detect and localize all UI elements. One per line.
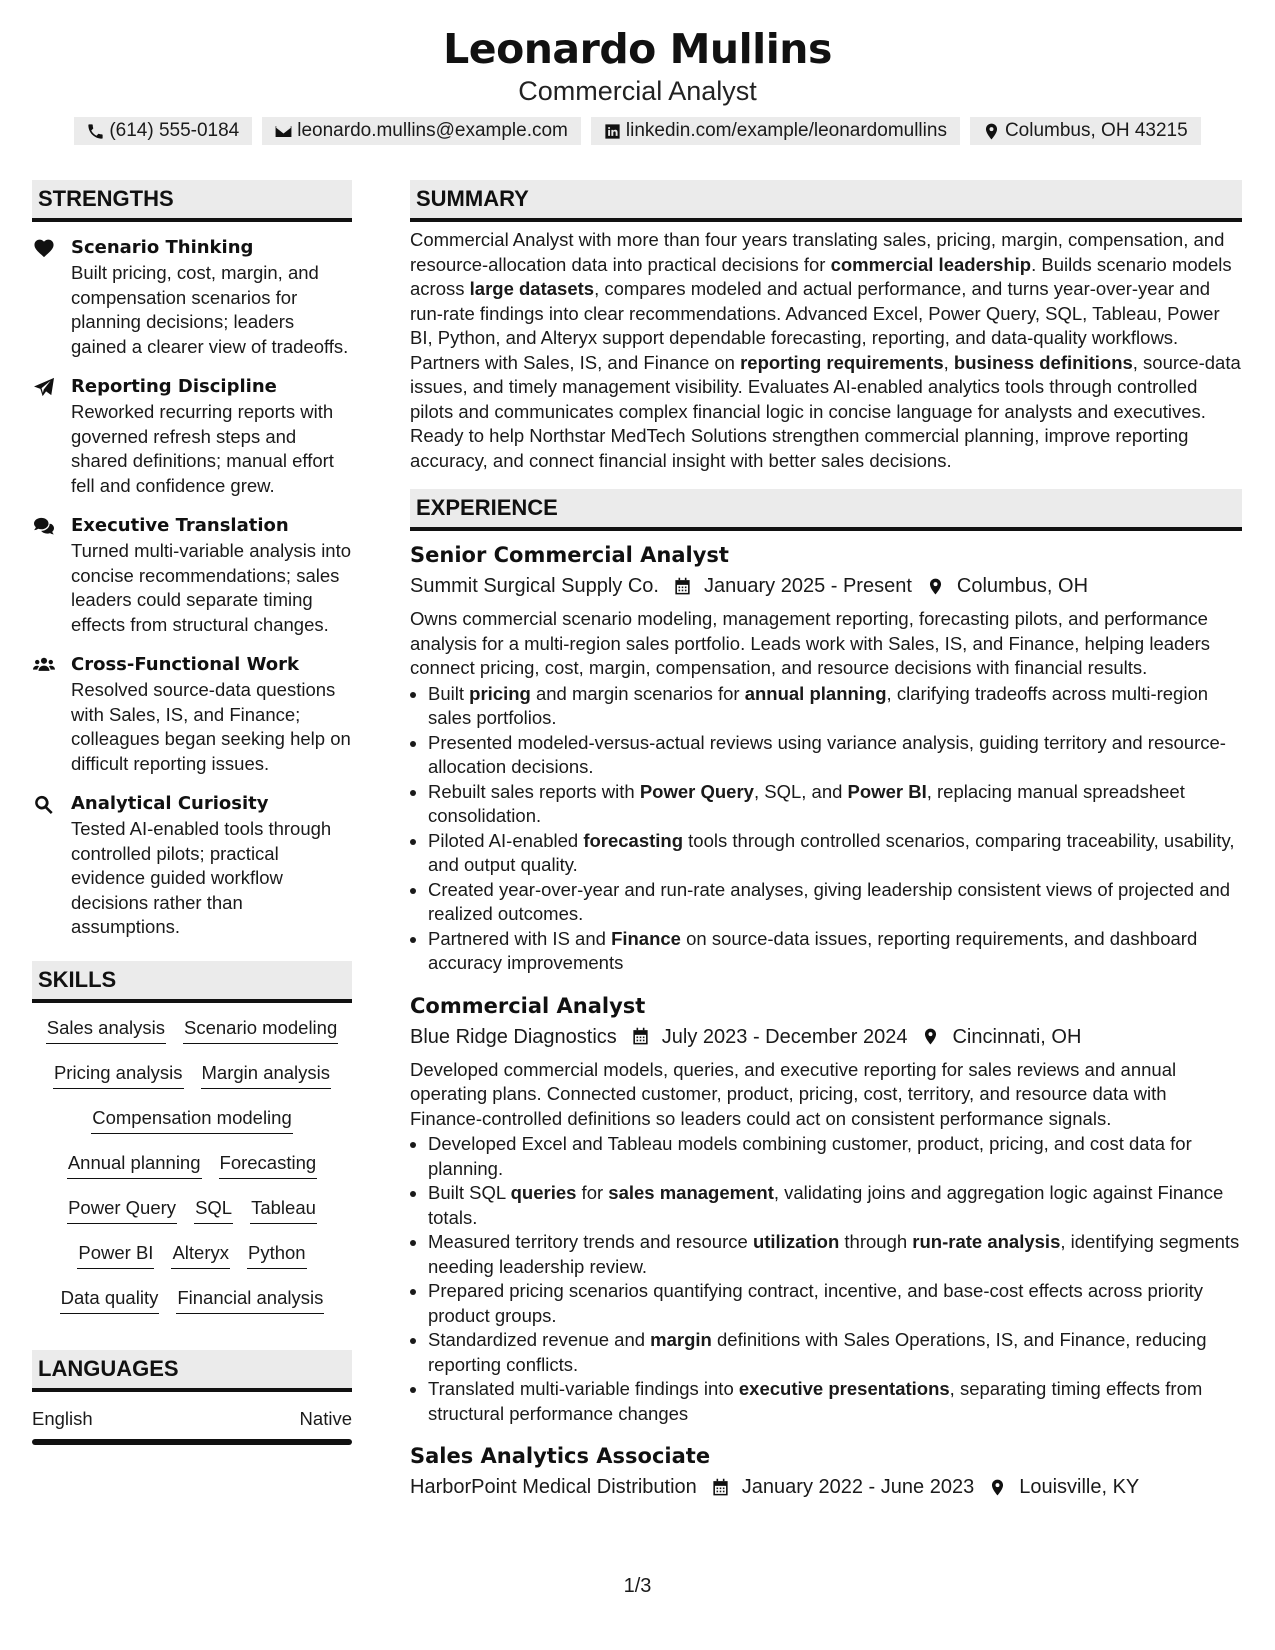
skill-tag: Pricing analysis [53,1060,184,1089]
text-segment: Rebuilt sales reports with [428,780,640,802]
strength-item [32,514,352,637]
languages-heading: LANGUAGES [32,1350,352,1392]
strengths-heading: STRENGTHS [32,180,352,222]
emphasis-text: margin [650,1329,712,1350]
emphasis-text: queries [510,1182,577,1203]
job-bullet [428,682,1242,731]
search-icon [33,794,55,814]
job-title: Commercial Analyst [410,993,646,1018]
users-icon [33,655,55,675]
text-segment: Developed Excel and Tableau models combining customer, product, pricing, and cost data for planning. [428,1133,1192,1179]
emphasis-text: commercial leadership [830,253,1032,275]
strength-desc: Turned multi-variable analysis into concise recommendations; sales leaders could separate timing effects from structural changes. [71,540,352,635]
skill-row [32,1105,352,1150]
strength-desc: Tested AI-enabled tools through controlled pilots; practical evidence guided workflow decisions rather than assumptions. [71,818,332,937]
skills-heading: SKILLS [32,961,352,1003]
job-location: Cincinnati, OH [952,1025,1082,1048]
text-segment: Commercial Analyst with more than four years translating sales, pricing, margin, compensation, and resource-allocation data into practical decisions for [410,229,1225,275]
job-bullet [428,1328,1242,1377]
candidate-role: Commercial Analyst [518,76,757,106]
job-bullets [410,682,1242,976]
phone-icon [86,122,105,141]
paper-plane-icon [33,377,55,397]
skill-tag: Compensation modeling [91,1105,293,1134]
skill-tag: Alteryx [171,1240,230,1269]
summary-text [410,228,1242,473]
skill-tag: Data quality [60,1285,160,1314]
job-meta [410,1472,1242,1502]
text-segment: , [943,351,954,373]
text-segment: , source-data issues, and timely management visibility. Evaluates AI-enabled analytics tools through controlled pilots and communicates complex financial logic in concise language for analysts and executives. Ready to help Northstar MedTech Solutions strengthen commercial planning, improve reporting accuracy, and connect financial insight with better sales decisions. [410,351,1241,471]
left-column [32,180,352,1445]
emphasis-text: forecasting [583,829,684,851]
skill-tag: Scenario modeling [183,1015,338,1044]
calendar-icon [673,577,692,596]
skill-row [32,1240,352,1285]
text-segment: on source-data issues, reporting requirements, and dashboard accuracy improvements [428,927,1198,973]
job-bullet [428,780,1242,829]
language-proficiency-bar [32,1439,352,1445]
experience-list [410,539,1242,1502]
job-entry [410,990,1242,1427]
job-location: Columbus, OH [956,575,1089,597]
text-segment: , compares modeled and actual performance, and turns year-over-year and run-rate findings into clear recommendations. Advanced Excel, Power Query, SQL, Tableau, Power BI, Python, and Alteryx support dependable forecasting, reporting, and data-quality workflows. Partners with Sales, IS, and Finance on [410,278,1220,373]
text-segment: and margin scenarios for [530,682,745,704]
job-description: Owns commercial scenario modeling, management reporting, forecasting pilots, and performance analysis for a multi-region sales portfolio. Leads work with Sales, IS, and Finance, helping leaders connect pricing, cost, margin, compensation, and resource decisions with financial results. [410,608,1211,678]
job-dates: July 2023 - December 2024 [661,1025,908,1048]
skill-tag: Annual planning [67,1150,202,1179]
text-segment: tools through controlled scenarios, comparing traceability, usability, and output quality. [428,829,1235,875]
linkedin-icon [603,122,622,141]
emphasis-text: reporting requirements [740,351,944,373]
skill-tag: Sales analysis [46,1015,166,1044]
job-bullet [428,1181,1242,1230]
language-name: English [32,1407,93,1429]
skill-tag: Power BI [77,1240,154,1269]
text-segment: Created year-over-year and run-rate analyses, giving leadership consistent views of projected and realized outcomes. [428,878,1231,924]
page-number: 1/3 [623,1575,652,1597]
job-bullet [428,731,1242,780]
job-bullet [428,829,1242,878]
emphasis-text: run-rate analysis [912,1231,1061,1252]
job-bullet [428,1377,1242,1426]
map-pin-icon [982,122,1001,141]
job-location: Louisville, KY [1019,1476,1140,1498]
envelope-icon [274,122,293,141]
skill-tag: Python [247,1240,307,1269]
text-segment: through [839,1231,913,1252]
strength-title: Executive Translation [71,515,289,536]
strength-title: Cross-Functional Work [71,654,300,675]
contact-location [970,117,1201,145]
text-segment: Standardized revenue and [428,1329,651,1350]
job-bullet [428,927,1242,976]
strength-item [32,792,352,940]
text-segment: , replacing manual spreadsheet consolidation. [428,780,1185,826]
skill-row [32,1285,352,1330]
calendar-icon [711,1478,730,1497]
job-company: Blue Ridge Diagnostics [410,1025,617,1048]
skill-tag: SQL [194,1195,233,1224]
strength-title: Reporting Discipline [71,376,277,397]
heart-icon [33,238,55,258]
text-segment: Translated multi-variable findings into [428,1378,739,1399]
job-dates: January 2022 - June 2023 [741,1476,975,1498]
contact-linkedin[interactable] [591,117,960,145]
contact-email[interactable] [262,117,581,145]
text-segment: Partnered with IS and [428,927,612,949]
text-segment: , validating joins and aggregation logic against Finance totals. [428,1182,1224,1228]
strength-desc: Resolved source-data questions with Sales, IS, and Finance; colleagues began seeking help on difficult reporting issues. [71,679,351,774]
contact-bar [0,117,1275,145]
text-segment: , separating timing effects from structural performance changes [428,1378,1203,1424]
emphasis-text: pricing [469,682,531,704]
strength-desc: Built pricing, cost, margin, and compensation scenarios for planning decisions; leaders gained a clearer view of tradeoffs. [71,262,349,357]
experience-heading: EXPERIENCE [410,489,1242,531]
emphasis-text: utilization [752,1231,840,1252]
job-description: Developed commercial models, queries, and executive reporting for sales reviews and annual operating plans. Connected customer, product, pricing, cost, territory, and resource data with Finance-controlled definitions so leaders could act on consistent performance signals. [410,1058,1177,1129]
skill-tag: Margin analysis [201,1060,332,1089]
job-meta [410,1022,1242,1052]
job-title: Sales Analytics Associate [410,1444,711,1468]
emphasis-text: sales management [608,1182,774,1203]
text-segment: Built SQL [428,1182,511,1203]
skill-tag: Power Query [67,1195,177,1224]
job-bullet [428,878,1242,927]
emphasis-text: Power Query [639,780,754,802]
skill-row [32,1060,352,1105]
job-bullet [428,1279,1242,1328]
comments-icon [33,516,55,536]
skill-tag: Financial analysis [176,1285,324,1314]
map-pin-icon [926,577,945,596]
text-segment: Prepared pricing scenarios quantifying contract, incentive, and base-cost effects across priority product groups. [428,1280,1203,1326]
strength-item [32,653,352,776]
job-bullet [428,1230,1242,1279]
skill-row [32,1195,352,1240]
job-company: HarborPoint Medical Distribution [410,1476,697,1498]
job-bullet [428,1132,1242,1181]
contact-phone-text: (614) 555-0184 [109,120,240,141]
emphasis-text: business definitions [953,351,1133,373]
text-segment: Built [428,682,470,704]
emphasis-text: executive presentations [738,1378,950,1399]
emphasis-text: Finance [611,927,681,949]
emphasis-text: Power BI [847,780,927,802]
skill-tag: Tableau [250,1195,317,1224]
strength-title: Scenario Thinking [71,237,254,258]
job-entry [410,539,1242,976]
language-level: Native [299,1407,352,1429]
job-bullets [410,1132,1242,1426]
job-meta [410,571,1242,601]
skill-tag: Forecasting [219,1150,318,1179]
job-dates: January 2025 - Present [703,575,912,597]
right-column [410,180,1242,1502]
job-company: Summit Surgical Supply Co. [410,575,659,597]
text-segment: Piloted AI-enabled [428,829,584,851]
strength-item [32,375,352,498]
skill-row [32,1015,352,1060]
strength-item [32,236,352,359]
summary-heading: SUMMARY [410,180,1242,222]
contact-location-text: Columbus, OH 43215 [1004,120,1188,141]
emphasis-text: annual planning [744,682,887,704]
contact-phone[interactable] [74,117,252,145]
text-segment: . Builds scenario models across [410,253,1232,299]
map-pin-icon [988,1478,1007,1497]
skills-list [32,1003,352,1330]
job-entry [410,1440,1242,1502]
job-title: Senior Commercial Analyst [410,543,729,567]
map-pin-icon [921,1027,940,1046]
calendar-icon [631,1027,650,1046]
text-segment: definitions with Sales Operations, IS, and Finance, reducing reporting conflicts. [428,1329,1207,1375]
strengths-list [32,236,352,940]
strength-title: Analytical Curiosity [71,793,269,814]
candidate-name: Leonardo Mullins [443,25,832,73]
text-segment: for [576,1182,609,1203]
language-item [32,1406,352,1445]
emphasis-text: large datasets [469,278,595,299]
contact-linkedin-text: linkedin.com/example/leonardomullins [625,120,947,141]
text-segment: Presented modeled-versus-actual reviews using variance analysis, guiding territory and resource-allocation decisions. [428,731,1226,777]
skill-row [32,1150,352,1195]
resume-header [0,22,1275,145]
contact-email-text: leonardo.mullins@example.com [297,120,568,141]
text-segment: , identifying segments needing leadership review. [428,1231,1240,1277]
text-segment: , SQL, and [753,780,848,802]
text-segment: , clarifying tradeoffs across multi-region sales portfolios. [428,682,1209,728]
text-segment: Measured territory trends and resource [428,1231,753,1252]
strength-desc: Reworked recurring reports with governed refresh steps and shared definitions; manual effort fell and confidence grew. [71,401,334,496]
